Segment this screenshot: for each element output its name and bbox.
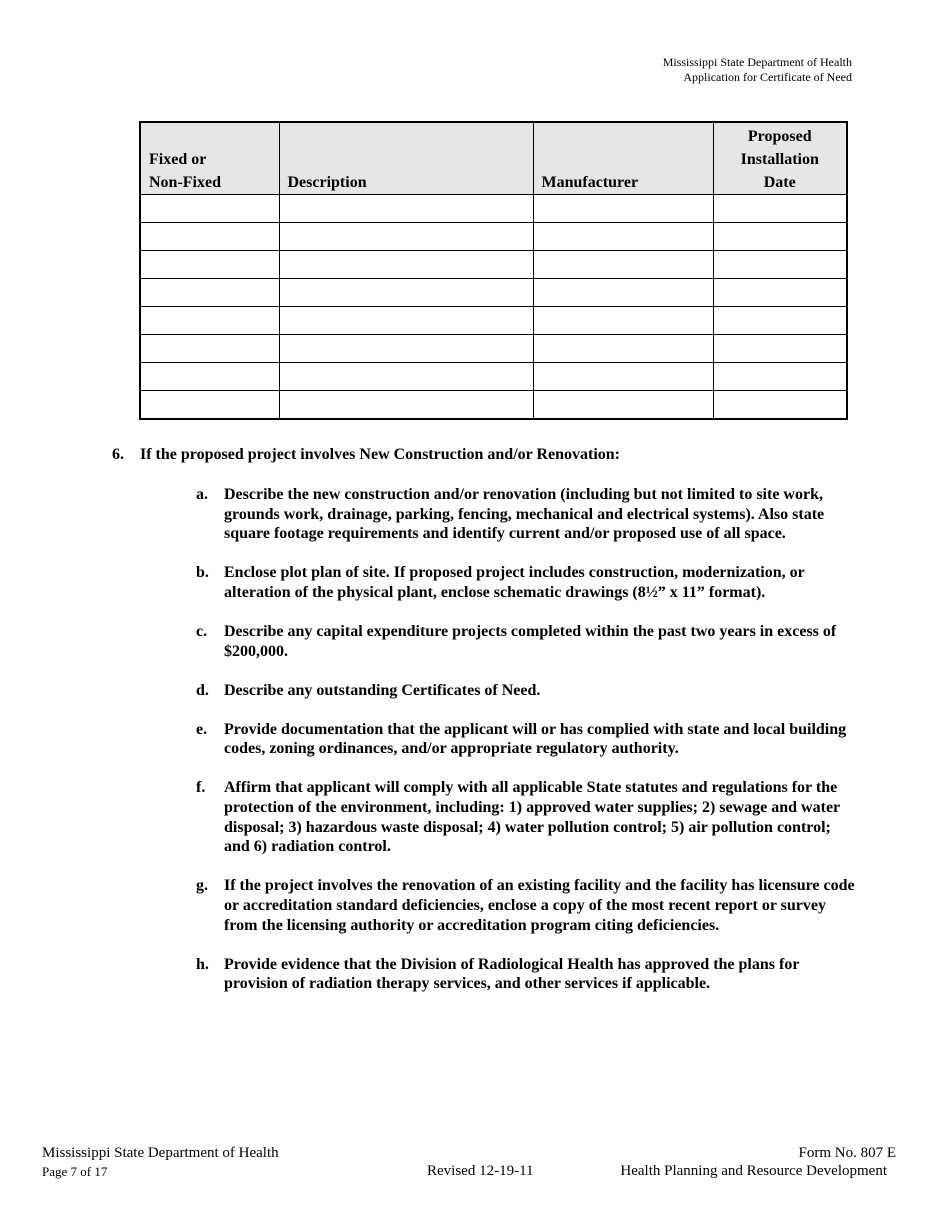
table-cell-input[interactable] — [533, 279, 713, 307]
table-cell-input[interactable] — [533, 335, 713, 363]
equipment-table — [139, 121, 848, 420]
table-cell-input[interactable] — [713, 195, 847, 223]
item-text: Enclose plot plan of site. If proposed project includes construction, modernization, or alteration of the physical plant, enclose schematic drawings (8½” x 11” format). — [224, 564, 805, 601]
table-body — [140, 195, 847, 420]
table-cell-input[interactable] — [140, 279, 279, 307]
column-header-proposed-installation-date: Proposed Installation Date — [713, 122, 847, 195]
question-6-items — [196, 485, 856, 1013]
table-cell-input[interactable] — [140, 391, 279, 420]
table-cell-input[interactable] — [533, 195, 713, 223]
item-text: If the project involves the renovation of an existing facility and the facility has licensure code or accreditation standard deficiencies, enclose a copy of the most recent report or survey from the licensing authority or accreditation program citing deficiencies. — [224, 877, 855, 934]
table-row — [140, 391, 847, 420]
list-item — [196, 778, 856, 856]
column-header-fixed-or-non-fixed: Fixed or Non-Fixed — [140, 122, 279, 195]
table-cell-input[interactable] — [140, 251, 279, 279]
footer-form-number: Form No. 807 E — [798, 1145, 896, 1161]
table-row — [140, 279, 847, 307]
table-cell-input[interactable] — [279, 307, 533, 335]
header-department: Mississippi State Department of Health — [662, 55, 852, 69]
table-cell-input[interactable] — [713, 363, 847, 391]
footer-page-number: Page 7 of 17 — [42, 1164, 108, 1179]
table-row — [140, 223, 847, 251]
list-item — [196, 563, 856, 602]
table-cell-input[interactable] — [713, 335, 847, 363]
question-number: 6. — [112, 446, 124, 463]
table-cell-input[interactable] — [279, 223, 533, 251]
table-row — [140, 335, 847, 363]
list-item — [196, 876, 856, 935]
table-cell-input[interactable] — [279, 195, 533, 223]
table-cell-input[interactable] — [140, 195, 279, 223]
table-cell-input[interactable] — [713, 391, 847, 420]
header-application-title: Application for Certificate of Need — [683, 70, 852, 84]
item-letter: g. — [196, 877, 208, 895]
item-text: Describe any capital expenditure projects completed within the past two years in excess of $200,000. — [224, 622, 837, 660]
table-row — [140, 307, 847, 335]
table-cell-input[interactable] — [140, 307, 279, 335]
list-item — [196, 681, 856, 701]
footer-division: Health Planning and Resource Development — [620, 1163, 887, 1179]
item-letter: d. — [196, 681, 209, 699]
table-cell-input[interactable] — [279, 335, 533, 363]
item-letter: a. — [196, 486, 208, 503]
table-row — [140, 195, 847, 223]
item-text: Provide documentation that the applicant will or has complied with state and local building codes, zoning ordinances, and/or appropriate regulatory authority. — [224, 720, 847, 758]
table-cell-input[interactable] — [279, 279, 533, 307]
table-cell-input[interactable] — [533, 307, 713, 335]
table-cell-input[interactable] — [140, 363, 279, 391]
item-text: Provide evidence that the Division of Radiological Health has approved the plans for provision of radiation therapy services, and other services if applicable. — [224, 955, 800, 993]
table-cell-input[interactable] — [713, 307, 847, 335]
table-cell-input[interactable] — [279, 363, 533, 391]
list-item — [196, 622, 856, 661]
item-letter: b. — [196, 564, 209, 582]
table-cell-input[interactable] — [279, 251, 533, 279]
question-6 — [112, 445, 620, 464]
list-item — [196, 720, 856, 759]
column-header-description: Description — [279, 122, 533, 195]
item-letter: c. — [196, 622, 208, 640]
table-cell-input[interactable] — [533, 363, 713, 391]
footer-department: Mississippi State Department of Health — [42, 1145, 279, 1161]
table-cell-input[interactable] — [533, 251, 713, 279]
table-row — [140, 251, 847, 279]
item-text: Describe any outstanding Certificates of Need. — [224, 681, 541, 699]
list-item — [196, 955, 856, 994]
page-header — [663, 55, 852, 85]
table-cell-input[interactable] — [140, 335, 279, 363]
question-text: If the proposed project involves New Construction and/or Renovation: — [140, 446, 621, 463]
item-letter: e. — [196, 720, 208, 738]
table-cell-input[interactable] — [713, 279, 847, 307]
table-row — [140, 363, 847, 391]
item-text: Affirm that applicant will comply with all applicable State statutes and regulations for the protection of the environment, including: 1) approved water supplies; 2) sewage and water disposal; 3) hazardous waste disposal; 4) water pollution control; 5) air pollution control; and 6) radiation control. — [224, 779, 840, 856]
item-letter: f. — [196, 779, 206, 797]
table-header-row — [140, 122, 847, 195]
table-cell-input[interactable] — [140, 223, 279, 251]
table-cell-input[interactable] — [533, 223, 713, 251]
table-cell-input[interactable] — [533, 391, 713, 420]
table-cell-input[interactable] — [713, 223, 847, 251]
column-header-manufacturer: Manufacturer — [533, 122, 713, 195]
table-cell-input[interactable] — [279, 391, 533, 420]
item-text: Describe the new construction and/or renovation (including but not limited to site work, grounds work, drainage, parking, fencing, mechanical and electrical systems). Also state square footage requirements and identify current and/or proposed use of all space. — [224, 486, 825, 543]
table-cell-input[interactable] — [713, 251, 847, 279]
list-item — [196, 485, 856, 544]
item-letter: h. — [196, 955, 209, 973]
footer-revised-date: Revised 12-19-11 — [427, 1163, 534, 1179]
